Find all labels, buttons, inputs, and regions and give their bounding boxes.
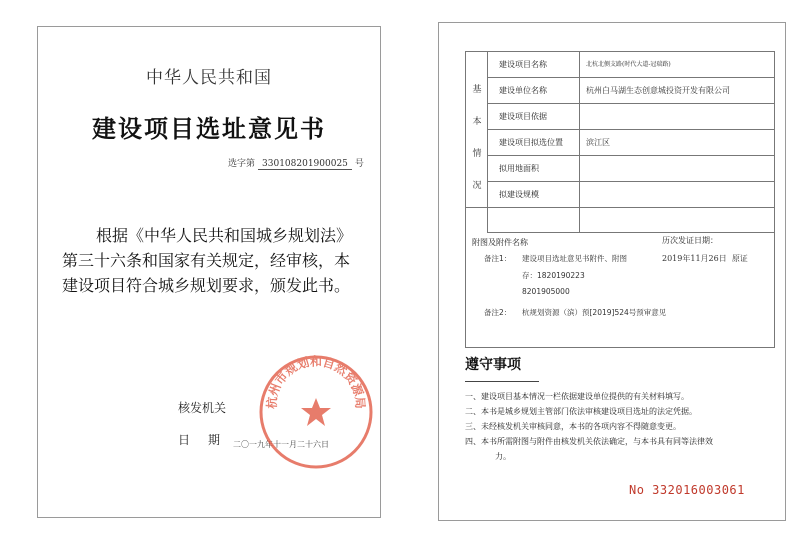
official-seal-stamp	[256, 352, 376, 472]
country-name: 中华人民共和国	[146, 68, 272, 88]
table-row	[488, 130, 774, 156]
rule-item: 一、建设项目基本情况一栏依据建设单位提供的有关材料填写。	[465, 392, 689, 401]
note-1-line-1: 建设项目选址意见书附件、附图	[522, 254, 627, 263]
attachments-title: 附图及附件名称	[472, 238, 528, 247]
note-2-label: 备注2：	[484, 308, 512, 317]
serial-label: 选字第	[228, 159, 256, 169]
certificate-details-page	[438, 22, 786, 521]
rule-item: 二、本书是城乡规划主管部门依法审核建设项目选址的法定凭据。	[465, 407, 697, 416]
serial-number-line	[228, 156, 364, 170]
row-label: 建设项目名称	[488, 52, 580, 77]
table-row	[488, 156, 774, 182]
rule-item: 四、本书所需附图与附件由核发机关依法确定，与本书具有同等法律效	[465, 437, 713, 446]
table-row	[488, 78, 774, 104]
note-2-line-1: 杭规划资源（滨）预[2019]524号预审意见	[522, 308, 667, 317]
location-value: 滨江区	[586, 138, 610, 147]
issuer-label: 核发机关	[178, 401, 227, 415]
note-1-line-3: 8201905000	[522, 287, 570, 296]
history-date: 2019年11月26日	[662, 254, 727, 263]
history-note: 原证	[731, 254, 748, 263]
table-row	[488, 52, 774, 78]
date-label: 日期	[178, 433, 239, 447]
unit-name-value: 杭州白马湖生态创意城投资开发有限公司	[586, 86, 730, 95]
issue-date: 二〇一九年十一月二十六日	[233, 440, 329, 449]
certificate-number: No 332016003061	[629, 483, 745, 497]
certificate-cover-page	[37, 26, 381, 518]
row-label: 拟建设规模	[488, 182, 580, 232]
row-label: 拟用地面积	[488, 156, 580, 181]
rule-item: 三、未经核发机关审核同意，本书的各项内容不得随意变更。	[465, 422, 681, 431]
basic-info-side-label: 基 本 情 况	[466, 52, 488, 233]
basic-info-table	[465, 51, 775, 348]
row-label: 建设项目依据	[488, 104, 580, 129]
note-1-line-2: 存：1820190223	[522, 271, 585, 280]
serial-suffix: 号	[354, 159, 364, 169]
observe-title: 遵守事项	[465, 357, 521, 373]
table-row	[488, 104, 774, 130]
document-title: 建设项目选址意见书	[92, 115, 326, 143]
history-title: 历次发证日期：	[662, 236, 718, 245]
rule-item: 力。	[495, 452, 511, 461]
serial-number: 330108201900025	[258, 159, 352, 170]
row-label: 建设单位名称	[488, 78, 580, 103]
note-1-label: 备注1：	[484, 254, 512, 263]
observe-underline	[465, 381, 539, 382]
certificate-body-text: 根据《中华人民共和国城乡规划法》第三十六条和国家有关规定，经审核，本建设项目符合城乡规划要求，颁发此书。	[62, 226, 353, 295]
row-label: 建设项目拟选位置	[488, 130, 580, 155]
history-date-line	[662, 253, 748, 264]
project-name-value: 北杭北侧支路(时代大道-冠瑞路)	[586, 61, 671, 68]
divider	[466, 207, 774, 208]
svg-text:杭州市规划和自然资源局: 杭州市规划和自然资源局	[264, 354, 368, 410]
